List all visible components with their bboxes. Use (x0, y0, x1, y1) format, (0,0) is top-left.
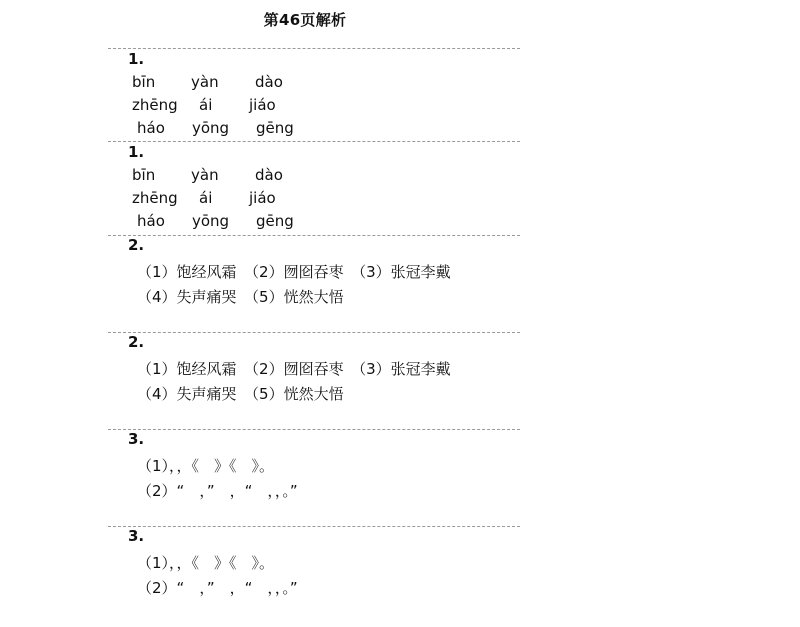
answer-line: （1），，《 》《 》。 (137, 554, 275, 572)
question-number: 3. (128, 430, 145, 448)
answer-line: （4）失声痛哭 （5）恍然大悟 (137, 385, 344, 403)
section-divider (108, 429, 520, 430)
pinyin-answer: zhēng (132, 189, 178, 207)
section-divider (108, 332, 520, 333)
answer-line: （1），，《 》《 》。 (137, 457, 275, 475)
question-number: 2. (128, 333, 145, 351)
pinyin-answer: háo (137, 119, 165, 137)
answer-line: （4）失声痛哭 （5）恍然大悟 (137, 288, 344, 306)
question-number: 1. (128, 50, 145, 68)
answer-line: （2）“ ，” ，“ ，，。” (137, 482, 298, 500)
pinyin-answer: ái (199, 96, 213, 114)
section-divider (108, 235, 520, 236)
page-title: 第46页解析 (263, 11, 347, 29)
pinyin-answer: yōng (192, 212, 230, 230)
section-divider (108, 48, 520, 49)
pinyin-answer: zhēng (132, 96, 178, 114)
pinyin-answer: dào (255, 73, 283, 91)
pinyin-answer: bīn (132, 166, 156, 184)
pinyin-answer: jiáo (249, 96, 276, 114)
section-divider (108, 526, 520, 527)
section-divider (108, 141, 520, 142)
question-number: 2. (128, 236, 145, 254)
pinyin-answer: yōng (192, 119, 230, 137)
pinyin-answer: bīn (132, 73, 156, 91)
pinyin-answer: háo (137, 212, 165, 230)
pinyin-answer: ái (199, 189, 213, 207)
pinyin-answer: gēng (256, 212, 294, 230)
question-number: 1. (128, 143, 145, 161)
answer-line: （1）饱经风霜 （2）囫囵吞枣 （3）张冠李戴 (137, 263, 451, 281)
pinyin-answer: jiáo (249, 189, 276, 207)
pinyin-answer: dào (255, 166, 283, 184)
pinyin-answer: yàn (191, 73, 219, 91)
pinyin-answer: yàn (191, 166, 219, 184)
question-number: 3. (128, 527, 145, 545)
pinyin-answer: gēng (256, 119, 294, 137)
answer-line: （2）“ ，” ，“ ，，。” (137, 579, 298, 597)
answer-line: （1）饱经风霜 （2）囫囵吞枣 （3）张冠李戴 (137, 360, 451, 378)
